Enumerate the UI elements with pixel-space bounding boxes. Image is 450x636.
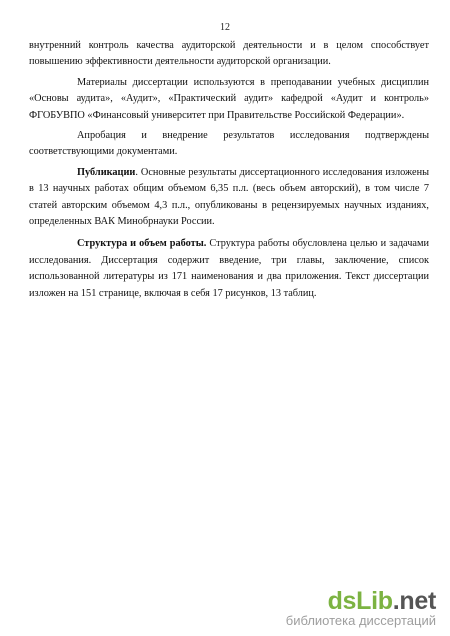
paragraph-text: Материалы диссертации используются в преподавании учебных дисциплин «Основы аудита», «Аудит», «Практический аудит» кафедрой «Аудит и контроль» ФГОБУВПО «Финансовый университет при Правительстве Российской Федерации». bbox=[29, 76, 429, 121]
watermark-caption: библиотека диссертаций bbox=[285, 613, 436, 628]
paragraph-continuation bbox=[29, 38, 429, 71]
paragraph-publications bbox=[29, 165, 429, 231]
dslib-logo bbox=[286, 588, 436, 614]
logo-ds: ds bbox=[327, 587, 357, 615]
paragraph-text: . Основные результаты диссертационного исследования изложены в 13 научных работах общим объемом 6,35 п.л. (весь объем авторский), в том числе 7 статей авторским объемом 4,3 п.л., опубликованы в рецензируемых научных изданиях, определенных ВАК Минобрнауки России. bbox=[29, 166, 429, 228]
logo-net: .net bbox=[392, 587, 436, 615]
logo-lib: Lib bbox=[356, 587, 393, 615]
paragraph-materials bbox=[29, 75, 429, 124]
paragraph-text: Структура работы обусловлена целью и задачами исследования. Диссертация содержит введение, три главы, заключение, список использованной литературы из 171 наименования и два приложения. Текст диссертации изложен на 151 странице, включая в себя 17 рисунков, 13 таблиц. bbox=[29, 238, 429, 299]
paragraph-approbation bbox=[29, 128, 429, 161]
document-body bbox=[29, 38, 429, 302]
page-number: 12 bbox=[220, 22, 230, 33]
paragraph-text: Апробация и внедрение результатов исследования подтверждены соответствующими документами. bbox=[29, 130, 429, 158]
publications-heading: Публикации bbox=[77, 166, 136, 178]
dslib-watermark bbox=[286, 588, 436, 628]
paragraph-structure bbox=[29, 236, 429, 302]
paragraph-text: внутренний контроль качества аудиторской деятельности и в целом способствует повышению эффективности деятельности аудиторской организации. bbox=[29, 40, 429, 68]
structure-heading: Структура и объем работы. bbox=[77, 238, 207, 250]
